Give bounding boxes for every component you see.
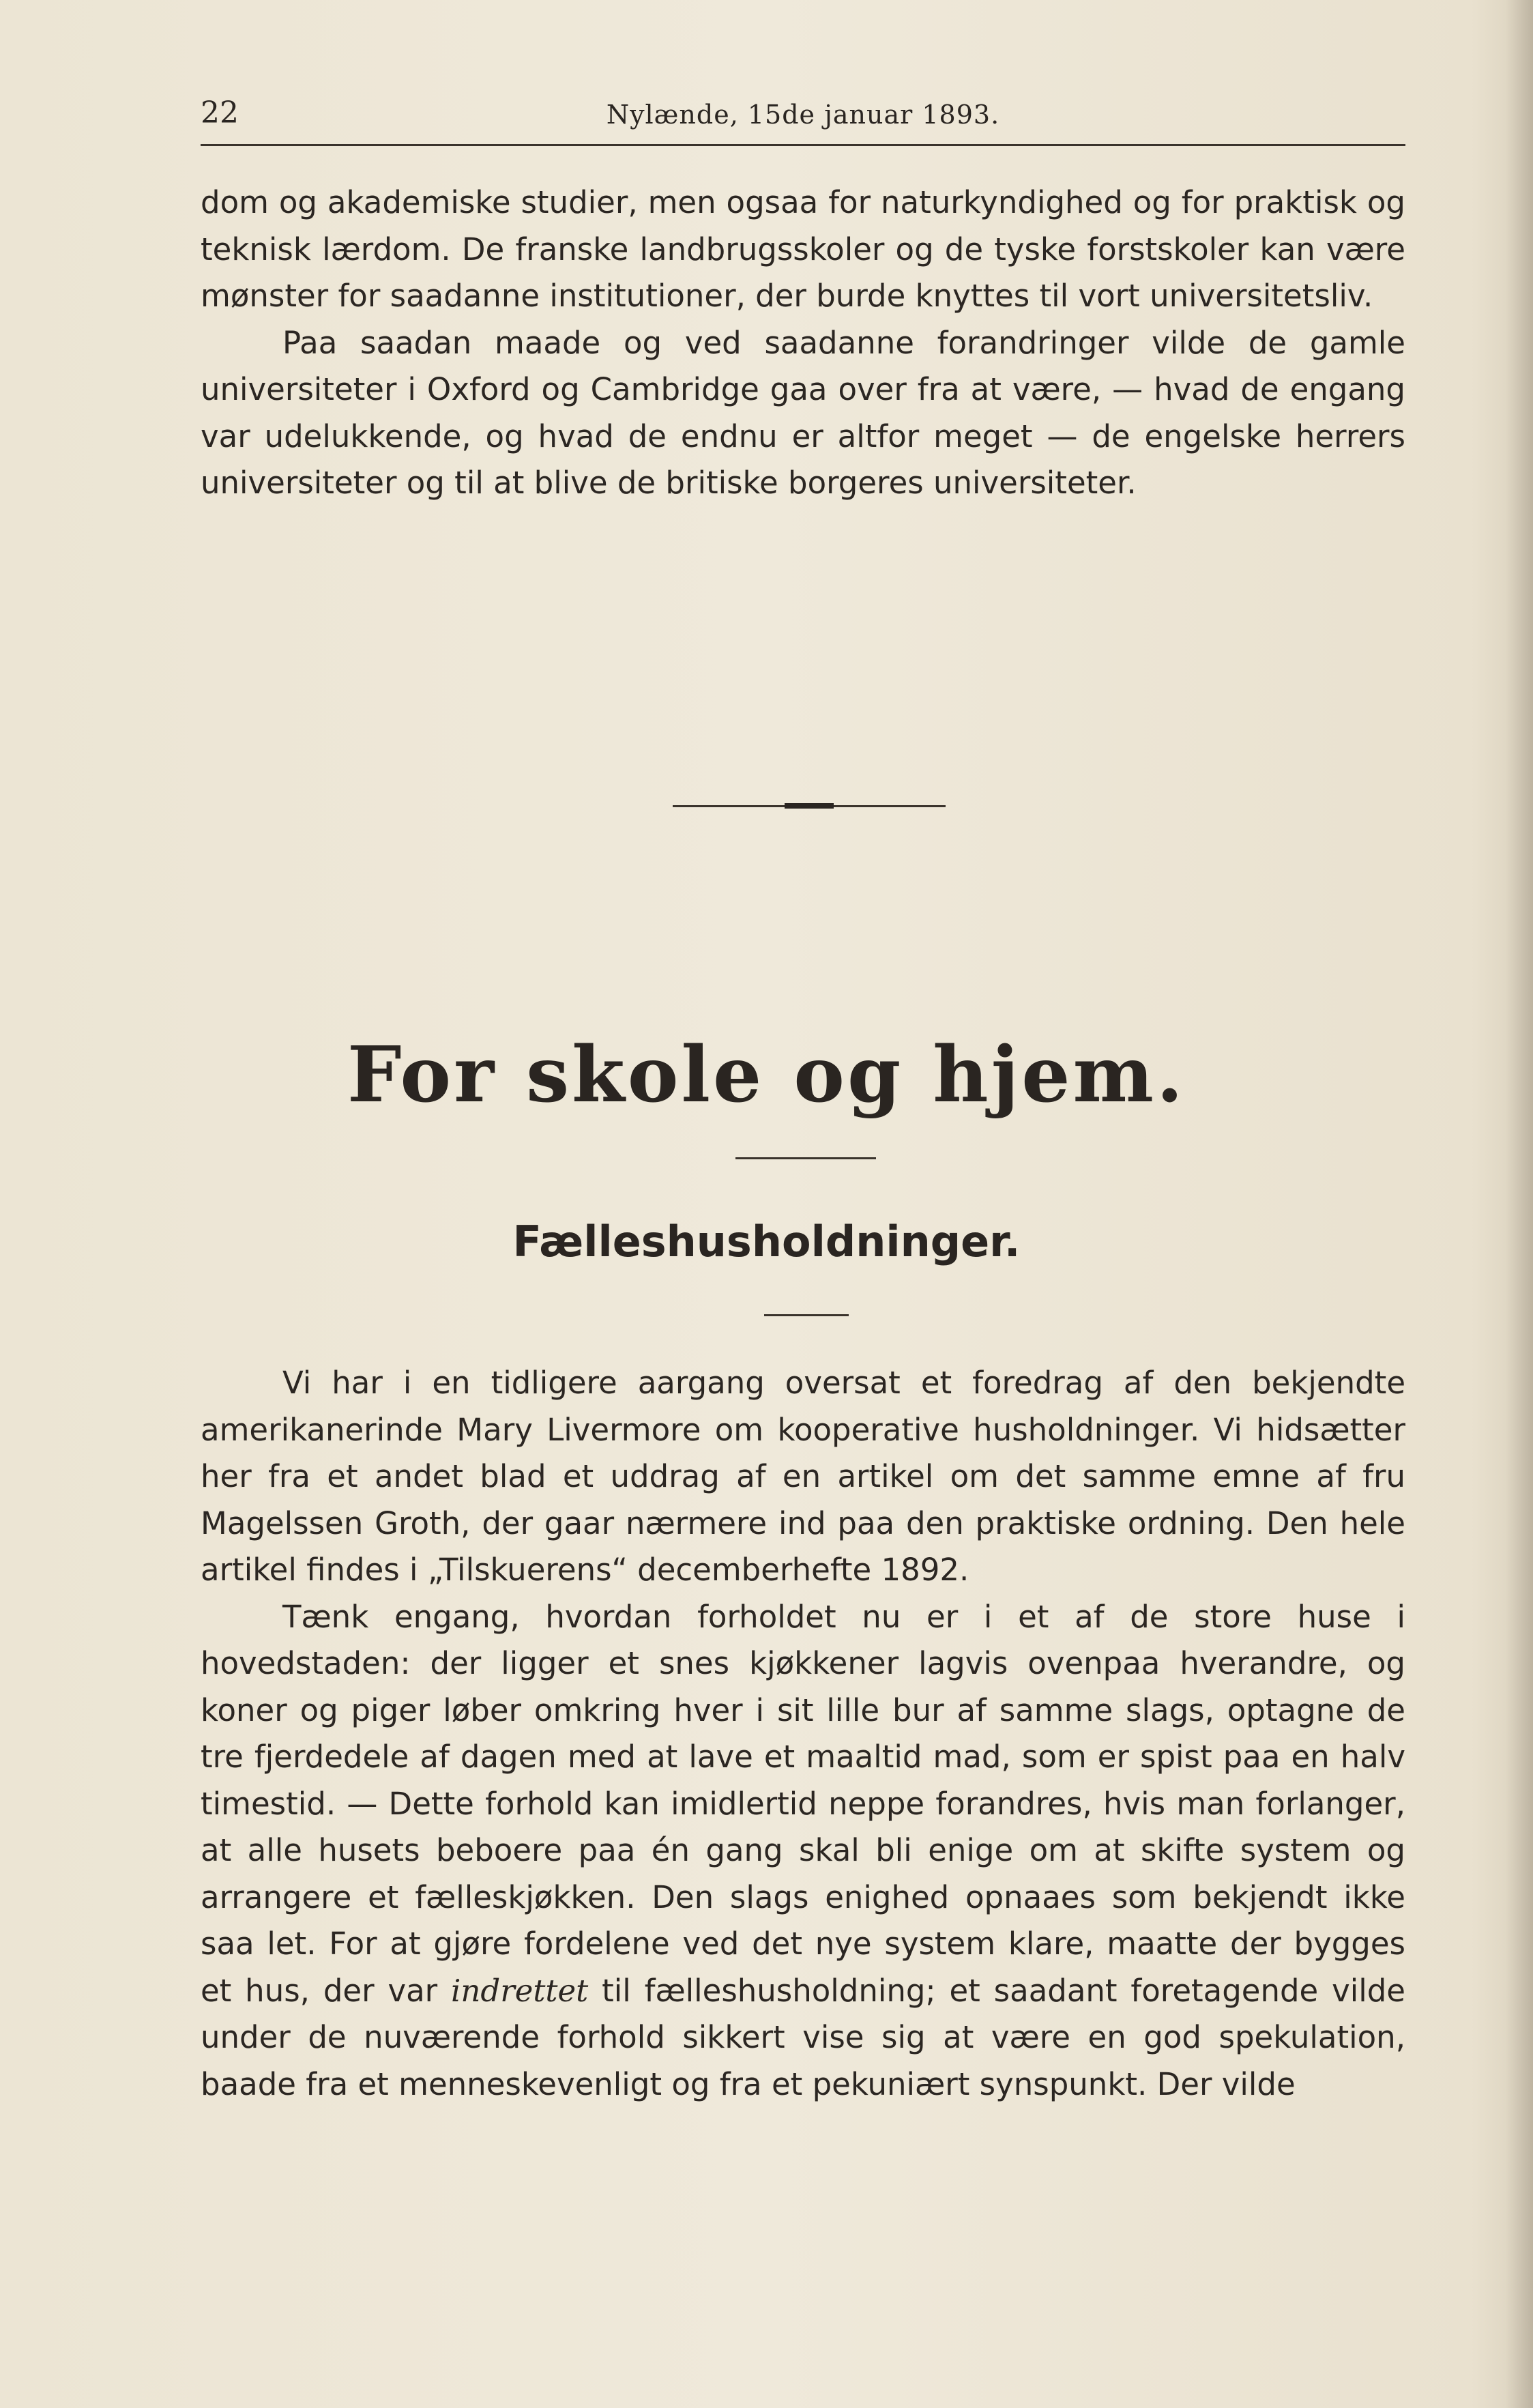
italic-word: indrettet <box>451 1972 589 2009</box>
page-header <box>201 96 1405 143</box>
article-text <box>201 1360 1405 2108</box>
article-paragraph-2-end: til fælleshusholdning; et saadant foretagende vilde under de nuværende forhold sikkert vise sig at være en god spekulation, baade fra et menneskevenligt og fra et pekuniært synspunkt. Der vilde <box>201 1972 1405 2102</box>
page-number: 22 <box>201 96 239 130</box>
continued-paragraph-2: Paa saadan maade og ved saadanne forandringer vilde de gamle universiteter i Oxford og Cambridge gaa over fra at være, — hvad de engang var udelukkende, og hvad de endnu er altfor meget — de engelske herrers universiteter og til at blive de britiske borgeres universiteter. <box>201 324 1405 501</box>
running-head: Nylænde, 15de januar 1893. <box>606 100 1000 130</box>
article-paragraph-1: Vi har i en tidligere aargang oversat et foredrag af den bekjendte amerikanerinde Mary Livermore om kooperative husholdninger. Vi hidsætter her fra et andet blad et uddrag af en artikel om det samme emne af fru Magelssen Groth, der gaar nærmere ind paa den praktiske ordning. Den hele artikel findes i „Tilskuerens“ decemberhefte 1892. <box>201 1365 1405 1588</box>
continued-paragraph-1: dom og akademiske studier, men ogsaa for naturkyndighed og for praktisk og teknisk lærdom. De franske landbrugsskoler og de tyske forstskoler kan være mønster for saadanne institutioner, der burde knyttes til vort universitetsliv. <box>201 184 1405 314</box>
section-title: For skole og hjem. <box>347 1030 1186 1120</box>
article-subtitle: Fælleshusholdninger. <box>512 1217 1021 1266</box>
article-paragraph-2 <box>201 1594 1405 2108</box>
article-paragraph-2-start: Tænk engang, hvordan forholdet nu er i et af de store huse i hovedstaden: der ligger et snes kjøkkener lagvis ovenpaa hverandre, og koner og piger løber omkring hver i sit lille bur af samme slags, optagne de tre fjerdedele af dagen med at lave et maaltid mad, som er spist paa en halv timestid. — Dette forhold kan imidlertid neppe forandres, hvis man forlanger, at alle husets beboere paa én gang skal bli enige om at skifte system og arrangere et fælleskjøkken. Den slags enighed opnaaes som bekjendt ikke saa let. For at gjøre fordelene ved det nye system klare, maatte der bygges et hus, der var <box>201 1598 1405 2009</box>
header-rule <box>201 144 1405 146</box>
subtitle-rule <box>764 1314 849 1316</box>
title-rule <box>735 1157 876 1159</box>
page-edge-shadow <box>1506 0 1533 2408</box>
continued-text <box>201 179 1405 507</box>
section-divider-ornament <box>785 803 834 809</box>
